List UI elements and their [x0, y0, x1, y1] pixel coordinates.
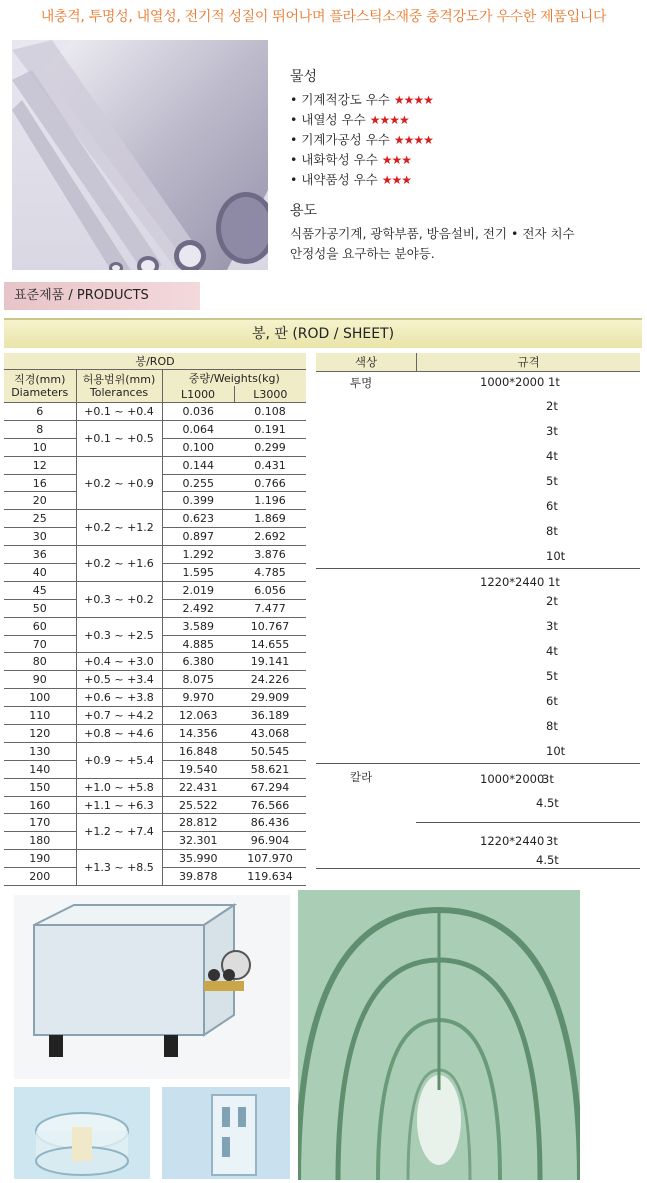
diameter-header: 직경(mm) Diameters: [4, 370, 76, 403]
rod-table: [4, 353, 306, 886]
weight-l3000-cell: 0.766: [234, 474, 306, 492]
diameter-cell: 40: [4, 564, 76, 582]
sheet-thickness: 8t: [546, 524, 558, 538]
weight-l1000-cell: 0.255: [162, 474, 234, 492]
table-row: [4, 420, 306, 438]
weight-l1000-cell: 3.589: [162, 617, 234, 635]
usage-line: 안정성을 요구하는 분야등.: [290, 246, 435, 261]
table-row: [4, 653, 306, 671]
weight-l1000-cell: 2.019: [162, 581, 234, 599]
weight-l1000-cell: 4.885: [162, 635, 234, 653]
weight-l3000-cell: 4.785: [234, 564, 306, 582]
sheet-thickness: 3t: [542, 772, 554, 786]
tolerance-cell: +0.7 ~ +4.2: [76, 707, 162, 725]
diameter-cell: 36: [4, 546, 76, 564]
tolerance-cell: +0.9 ~ +5.4: [76, 742, 162, 778]
sheet-size: 1220*2440: [480, 834, 545, 848]
acrylic-container-photo: [14, 1087, 150, 1179]
weight-l3000-cell: 1.869: [234, 510, 306, 528]
usage-title: 용도: [290, 203, 318, 219]
table-row: [4, 778, 306, 796]
diameter-cell: 120: [4, 725, 76, 743]
weight-l1000-cell: 0.897: [162, 528, 234, 546]
rating-stars-icon: ★★★★: [369, 113, 409, 127]
tolerance-cell: +0.2 ~ +0.9: [76, 456, 162, 510]
table-row: [4, 581, 306, 599]
properties-title: 물성: [290, 69, 318, 85]
l1000-header: L1000: [162, 386, 234, 403]
tolerance-cell: +0.3 ~ +0.2: [76, 581, 162, 617]
sheet-thickness: 3t: [546, 834, 558, 848]
table-row: [4, 546, 306, 564]
sheet-thickness: 1t: [548, 575, 560, 589]
sheet-thickness: 3t: [546, 619, 558, 633]
divider: [316, 868, 640, 869]
property-item: [290, 130, 630, 150]
weight-l3000-cell: 76.566: [234, 796, 306, 814]
weight-l1000-cell: 35.990: [162, 850, 234, 868]
weight-l1000-cell: 6.380: [162, 653, 234, 671]
table-row: [4, 742, 306, 760]
table-row: [4, 796, 306, 814]
headline: 내충격, 투명성, 내열성, 전기적 성질이 뛰어나며 플라스틱소재중 충격강도가 우수한 제품입니다: [40, 9, 607, 25]
weight-l1000-cell: 12.063: [162, 707, 234, 725]
tolerance-cell: +0.1 ~ +0.5: [76, 420, 162, 456]
tolerance-cell: +0.2 ~ +1.2: [76, 510, 162, 546]
diameter-cell: 170: [4, 814, 76, 832]
weight-l1000-cell: 2.492: [162, 599, 234, 617]
property-label: • 내열성 우수: [290, 112, 366, 127]
weight-l1000-cell: 28.812: [162, 814, 234, 832]
diameter-cell: 160: [4, 796, 76, 814]
diameter-cell: 10: [4, 438, 76, 456]
table-row: [4, 671, 306, 689]
sheet-thickness: 2t: [546, 594, 558, 608]
diameter-cell: 60: [4, 617, 76, 635]
table-row: [4, 707, 306, 725]
property-item: [290, 90, 630, 110]
weight-l1000-cell: 9.970: [162, 689, 234, 707]
weight-l1000-cell: 1.292: [162, 546, 234, 564]
tolerance-cell: +0.5 ~ +3.4: [76, 671, 162, 689]
sheet-thickness: 4.5t: [536, 796, 559, 810]
divider: [316, 763, 640, 764]
weight-l1000-cell: 0.399: [162, 492, 234, 510]
sheet-thickness: 3t: [546, 424, 558, 438]
divider: [416, 822, 640, 823]
weight-l3000-cell: 36.189: [234, 707, 306, 725]
table-row: [4, 689, 306, 707]
weight-l3000-cell: 0.299: [234, 438, 306, 456]
property-label: • 내약품성 우수: [290, 172, 378, 187]
table-row: [4, 814, 306, 832]
tolerance-cell: +0.2 ~ +1.6: [76, 546, 162, 582]
sheet-thickness: 4t: [546, 644, 558, 658]
diameter-cell: 20: [4, 492, 76, 510]
weight-l3000-cell: 14.655: [234, 635, 306, 653]
weight-l3000-cell: 50.545: [234, 742, 306, 760]
diameter-cell: 16: [4, 474, 76, 492]
weight-l1000-cell: 22.431: [162, 778, 234, 796]
diameter-cell: 130: [4, 742, 76, 760]
sheet-thickness: 5t: [546, 474, 558, 488]
weight-l3000-cell: 0.431: [234, 456, 306, 474]
weight-l3000-cell: 24.226: [234, 671, 306, 689]
weight-l1000-cell: 25.522: [162, 796, 234, 814]
weight-l3000-cell: 86.436: [234, 814, 306, 832]
weight-l3000-cell: 19.141: [234, 653, 306, 671]
tolerance-cell: +1.3 ~ +8.5: [76, 850, 162, 886]
sheet-thickness: 4.5t: [536, 853, 559, 867]
table-row: [4, 456, 306, 474]
rod-group-header: 봉/ROD: [4, 353, 306, 370]
table-row: [4, 850, 306, 868]
diameter-cell: 45: [4, 581, 76, 599]
weight-l3000-cell: 10.767: [234, 617, 306, 635]
sheet-color-colored: 칼라: [350, 770, 373, 784]
diameter-cell: 30: [4, 528, 76, 546]
table-row: [4, 617, 306, 635]
diameter-cell: 6: [4, 403, 76, 421]
diameter-cell: 70: [4, 635, 76, 653]
diameter-cell: 200: [4, 868, 76, 886]
table-row: [4, 725, 306, 743]
weight-l1000-cell: 0.100: [162, 438, 234, 456]
weight-l3000-cell: 2.692: [234, 528, 306, 546]
weight-l1000-cell: 0.036: [162, 403, 234, 421]
sheet-table: [316, 353, 640, 372]
weight-l3000-cell: 107.970: [234, 850, 306, 868]
sheet-thickness: 6t: [546, 694, 558, 708]
property-item: [290, 150, 630, 170]
table-row: [4, 510, 306, 528]
weight-l3000-cell: 29.909: [234, 689, 306, 707]
diameter-cell: 140: [4, 760, 76, 778]
polycarbonate-rods-image: [12, 40, 268, 270]
property-label: • 기계적강도 우수: [290, 92, 390, 107]
properties-section: [290, 66, 630, 264]
tolerance-cell: +1.0 ~ +5.8: [76, 778, 162, 796]
sheet-thickness: 2t: [546, 399, 558, 413]
weight-l1000-cell: 16.848: [162, 742, 234, 760]
divider: [316, 568, 640, 569]
weight-l3000-cell: 96.904: [234, 832, 306, 850]
rating-stars-icon: ★★★: [381, 173, 412, 187]
diameter-cell: 90: [4, 671, 76, 689]
diameter-cell: 190: [4, 850, 76, 868]
rating-stars-icon: ★★★★: [393, 133, 433, 147]
rating-stars-icon: ★★★: [381, 153, 412, 167]
weight-l3000-cell: 3.876: [234, 546, 306, 564]
tolerance-cell: +0.1 ~ +0.4: [76, 403, 162, 421]
diameter-cell: 80: [4, 653, 76, 671]
acrylic-part-photo: [162, 1087, 290, 1179]
weight-l3000-cell: 43.068: [234, 725, 306, 743]
sheet-size: 1000*2000: [480, 375, 545, 389]
weight-l3000-cell: 6.056: [234, 581, 306, 599]
section-title: 봉, 판 (ROD / SHEET): [4, 318, 642, 348]
l3000-header: L3000: [234, 386, 306, 403]
property-item: [290, 110, 630, 130]
weight-l3000-cell: 67.294: [234, 778, 306, 796]
diameter-cell: 180: [4, 832, 76, 850]
property-label: • 내화학성 우수: [290, 152, 378, 167]
weight-l3000-cell: 1.196: [234, 492, 306, 510]
sheet-size: 1220*2440: [480, 575, 545, 589]
diameter-cell: 12: [4, 456, 76, 474]
weight-l1000-cell: 19.540: [162, 760, 234, 778]
tolerance-header: 허용범위(mm) Tolerances: [76, 370, 162, 403]
weight-l3000-cell: 0.108: [234, 403, 306, 421]
property-item: [290, 170, 630, 190]
tolerance-cell: +1.1 ~ +6.3: [76, 796, 162, 814]
sheet-thickness: 6t: [546, 499, 558, 513]
weight-l1000-cell: 32.301: [162, 832, 234, 850]
weight-l1000-cell: 1.595: [162, 564, 234, 582]
products-label: 표준제품 / PRODUCTS: [4, 282, 200, 310]
rating-stars-icon: ★★★★: [393, 93, 433, 107]
color-header: 색상: [316, 353, 417, 371]
weight-l1000-cell: 14.356: [162, 725, 234, 743]
usage-line: 식품가공기계, 광학부품, 방음설비, 전기 • 전자 치수: [290, 226, 575, 241]
weight-l1000-cell: 0.623: [162, 510, 234, 528]
diameter-cell: 150: [4, 778, 76, 796]
acrylic-chamber-photo: [14, 895, 290, 1079]
weight-l3000-cell: 58.621: [234, 760, 306, 778]
weight-l3000-cell: 0.191: [234, 420, 306, 438]
sheet-thickness: 8t: [546, 719, 558, 733]
spec-header: 규격: [517, 355, 540, 369]
diameter-cell: 50: [4, 599, 76, 617]
sheet-thickness: 4t: [546, 449, 558, 463]
tolerance-cell: +0.6 ~ +3.8: [76, 689, 162, 707]
weight-header: 중량/Weights(kg): [162, 370, 306, 387]
sheet-thickness: 10t: [546, 744, 566, 758]
weight-l3000-cell: 119.634: [234, 868, 306, 886]
tolerance-cell: +0.8 ~ +4.6: [76, 725, 162, 743]
greenhouse-tunnel-photo: [298, 890, 580, 1180]
table-row: [4, 403, 306, 421]
weight-l1000-cell: 0.144: [162, 456, 234, 474]
sheet-thickness: 1t: [548, 375, 560, 389]
property-label: • 기계가공성 우수: [290, 132, 390, 147]
sheet-color-clear: 투명: [350, 376, 373, 390]
tolerance-cell: +0.3 ~ +2.5: [76, 617, 162, 653]
tolerance-cell: +1.2 ~ +7.4: [76, 814, 162, 850]
weight-l3000-cell: 7.477: [234, 599, 306, 617]
diameter-cell: 25: [4, 510, 76, 528]
tolerance-cell: +0.4 ~ +3.0: [76, 653, 162, 671]
sheet-thickness: 5t: [546, 669, 558, 683]
weight-l1000-cell: 8.075: [162, 671, 234, 689]
diameter-cell: 100: [4, 689, 76, 707]
diameter-cell: 8: [4, 420, 76, 438]
weight-l1000-cell: 0.064: [162, 420, 234, 438]
sheet-thickness: 10t: [546, 549, 566, 563]
sheet-size: 1000*2000: [480, 772, 545, 786]
diameter-cell: 110: [4, 707, 76, 725]
weight-l1000-cell: 39.878: [162, 868, 234, 886]
